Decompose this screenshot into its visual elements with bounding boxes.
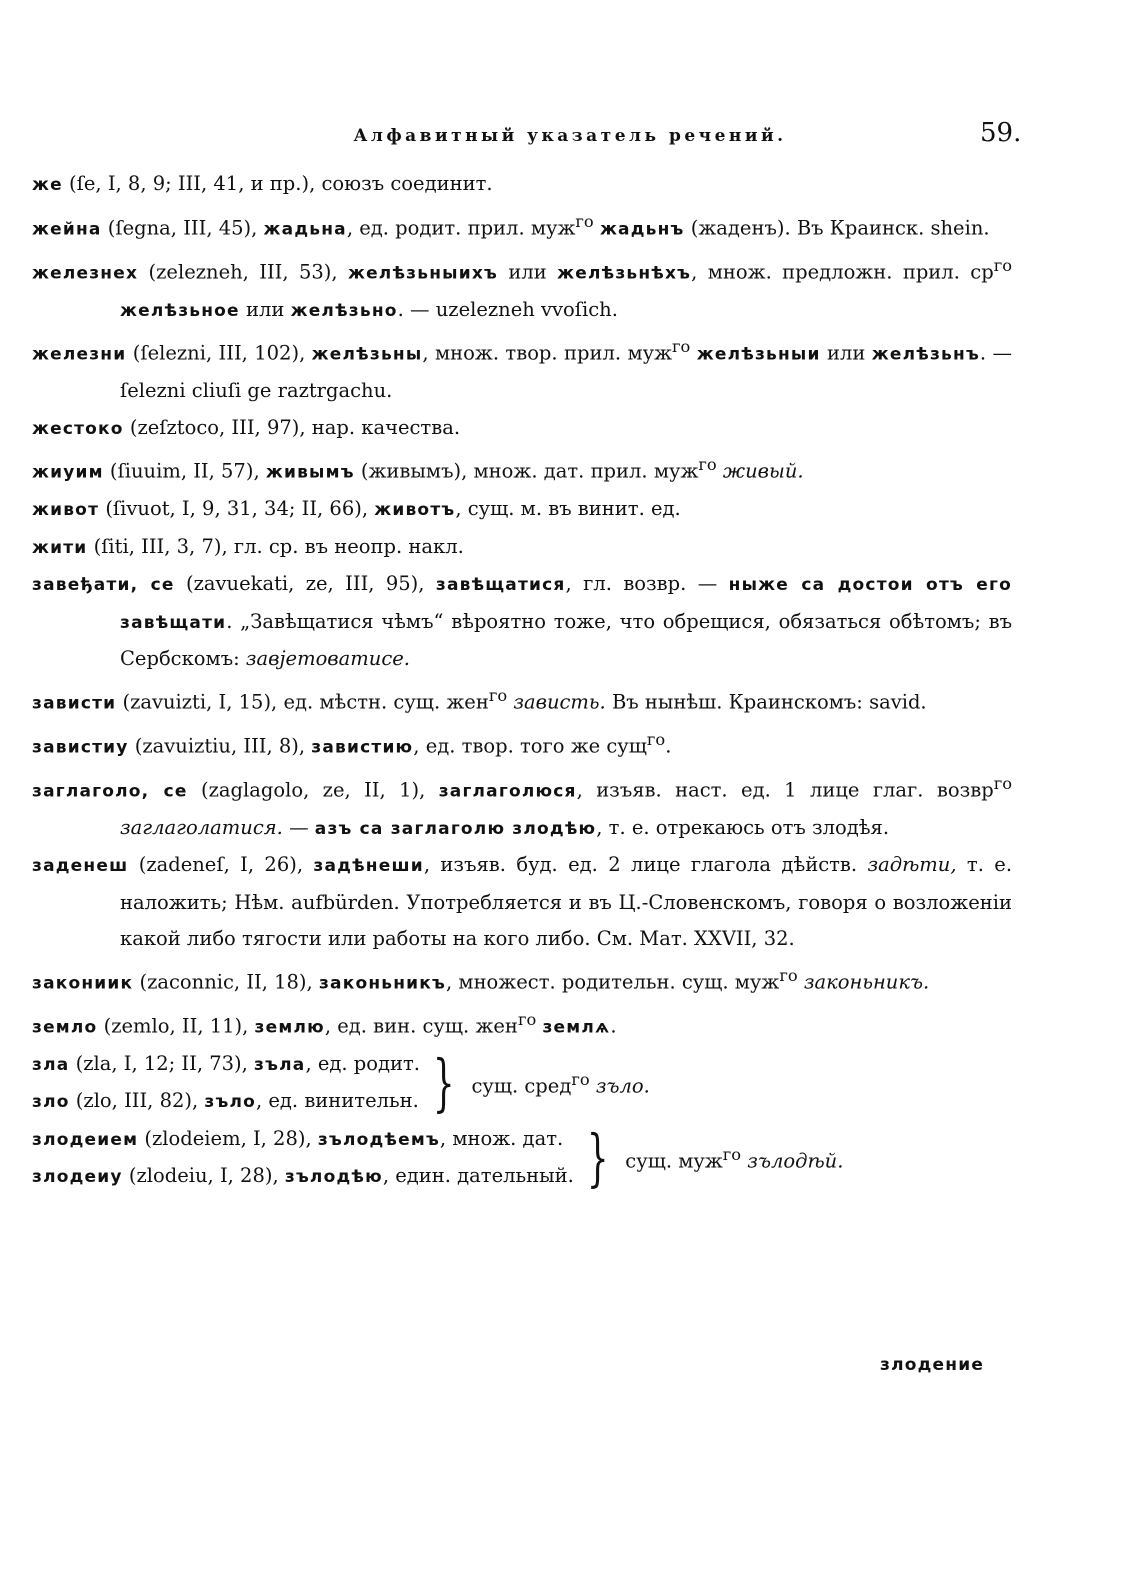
entry-text: т. е. наложить; Нѣм. aufbürden. Употребляется и въ Ц.-Словенскомъ, говоря о возложеніи какой либо тягости или работы на кого либо. См. Мат. XXVII, 32. xyxy=(120,853,1013,950)
entry-text: (zla, I, 12; II, 73), xyxy=(69,1051,255,1075)
dictionary-entry xyxy=(32,491,1012,529)
entry-text: или xyxy=(497,260,558,283)
headword: живот xyxy=(32,500,100,520)
entry-text: (zavuiztiu, III, 8), xyxy=(128,734,312,757)
headword: завеђати, се xyxy=(32,575,175,595)
headword: земло xyxy=(32,1017,98,1037)
superscript: го xyxy=(488,685,508,705)
italic-gloss: зъло. xyxy=(589,1074,650,1097)
entry-text: . — uzelezneh vvoſich. xyxy=(397,297,618,321)
headword-form: желѣзьнѣхъ xyxy=(557,263,692,283)
entry-text: , ед. вин. сущ. жен xyxy=(324,1014,518,1037)
headword: закониик xyxy=(32,973,134,993)
headword-form: заглаголюся xyxy=(438,781,577,801)
superscript: го xyxy=(571,1069,590,1089)
entry-text: , ед. родит. xyxy=(305,1051,420,1075)
entry-text: . xyxy=(610,1014,617,1037)
headword: жейна xyxy=(32,219,102,239)
italic-gloss: задѣти, xyxy=(867,853,957,876)
entry-text: (zlo, III, 82), xyxy=(69,1089,205,1112)
headword: злодеиу xyxy=(32,1167,123,1187)
dictionary-entry xyxy=(32,204,1012,248)
dictionary-entries xyxy=(32,166,1012,1196)
headword: железнех xyxy=(32,263,139,283)
entry-text: , сущ. м. въ винит. ед. xyxy=(455,497,681,520)
italic-gloss: зависть. xyxy=(507,690,606,713)
headword-form: желѣзьны xyxy=(311,344,423,365)
entry-text: — xyxy=(282,815,315,839)
headword-form: завѣщатися xyxy=(435,575,566,595)
dictionary-entry xyxy=(32,958,1012,1002)
dictionary-entry xyxy=(32,678,1012,722)
superscript: го xyxy=(722,1144,742,1164)
headword: зла xyxy=(32,1054,70,1075)
group-note-text: сущ. сред xyxy=(471,1074,572,1097)
dictionary-entry xyxy=(32,166,1012,204)
dictionary-entry xyxy=(32,447,1012,491)
headword-form: законьникъ xyxy=(318,973,446,993)
headword: же xyxy=(32,175,63,195)
entry-text: , изъяв. буд. ед. 2 лице глагола дѣйств. xyxy=(423,853,868,876)
headword-form: задѣнеши xyxy=(313,856,424,876)
headword-form: ныже са достои отъ его завѣщати xyxy=(120,575,1012,633)
entry-text: (zeſztoco, III, 97), нар. качества. xyxy=(123,415,461,439)
entry-text: (zelezneh, III, 53), xyxy=(138,260,348,283)
group-lines xyxy=(32,1121,574,1196)
headword-form: живымъ xyxy=(265,462,355,483)
dictionary-entry xyxy=(32,1083,420,1121)
curly-brace: } xyxy=(432,1046,455,1119)
entry-text: , множ. дат. xyxy=(439,1126,564,1150)
entry-text: . — ſelezni cliuſi ge raztrgachu. xyxy=(120,341,1013,402)
italic-gloss: зълодѣй. xyxy=(741,1149,844,1172)
entry-text: (живымъ), множ. дат. прил. муж xyxy=(354,459,699,483)
dictionary-entry xyxy=(32,410,1012,448)
entry-text: (ſiuuim, II, 57), xyxy=(103,459,266,483)
entry-text: , изъяв. наст. ед. 1 лице глаг. возвр xyxy=(576,778,994,801)
bracketed-entry-group xyxy=(32,1121,1012,1196)
running-title: Алфавитный указатель речений. xyxy=(353,126,787,146)
dictionary-entry xyxy=(32,1046,420,1084)
entry-text: или xyxy=(239,297,291,321)
entry-text: , един. дательный. xyxy=(382,1164,574,1187)
entry-text: , ед. твор. того же сущ xyxy=(413,734,647,757)
superscript: го xyxy=(779,965,798,985)
entry-text: (жаденъ). Въ Краинск. shein. xyxy=(684,216,990,239)
entry-text: . „Завѣщатися чѣмъ“ вѣроятно тоже, что обрещися, обязаться обѣтомъ; въ Сербскомъ: xyxy=(120,609,1012,670)
entry-text: (zlodeiem, I, 28), xyxy=(138,1126,318,1150)
entry-text: (ſe, I, 8, 9; III, 41, и пр.), союзъ соединит. xyxy=(62,172,493,195)
headword-form: зъла xyxy=(254,1054,306,1075)
headword-form: азъ са заглаголю злодѣю xyxy=(314,818,597,839)
headword-form: землю xyxy=(254,1017,325,1037)
superscript: го xyxy=(672,337,691,356)
dictionary-entry xyxy=(32,722,1012,766)
entry-text: (zavuekati, ze, III, 95), xyxy=(174,572,436,595)
entry-text: , ед. винительн. xyxy=(255,1089,419,1112)
headword: жестоко xyxy=(32,418,124,439)
dictionary-entry xyxy=(32,248,1012,330)
italic-gloss: законьникъ. xyxy=(797,970,930,993)
entry-text: , множ. твор. прил. муж xyxy=(422,341,673,365)
superscript: го xyxy=(646,729,666,749)
entry-text: (zemlo, II, 11), xyxy=(97,1014,255,1037)
dictionary-entry xyxy=(32,1002,1012,1046)
headword-form: жадьна xyxy=(263,219,347,239)
superscript: го xyxy=(993,773,1012,793)
dictionary-entry xyxy=(32,566,1012,678)
headword: железни xyxy=(32,344,127,365)
headword: жити xyxy=(32,537,88,558)
dictionary-entry xyxy=(32,1158,574,1196)
entry-text: (zaconnic, II, 18), xyxy=(133,970,319,993)
entry-text: , т. е. отрекаюсь отъ злодѣя. xyxy=(596,815,890,839)
entry-text: (zlodeiu, I, 28), xyxy=(122,1164,285,1187)
entry-text: (zadeneſ, I, 26), xyxy=(128,853,314,876)
italic-gloss: живый. xyxy=(716,459,804,483)
entry-text: , множест. родительн. сущ. муж xyxy=(446,970,780,993)
dictionary-entry xyxy=(32,766,1012,848)
headword-form: жадьнъ xyxy=(599,219,685,239)
headword-form: землѧ xyxy=(542,1017,611,1037)
headword-form: желѣзьныи xyxy=(696,344,821,365)
superscript: го xyxy=(698,455,717,474)
headword: заглаголо, се xyxy=(32,781,188,801)
entry-text: (ſiti, III, 3, 7), гл. ср. въ неопр. накл. xyxy=(87,534,464,558)
entry-text: Въ нынѣш. Краинскомъ: savid. xyxy=(605,690,927,713)
entry-text: , гл. возвр. — xyxy=(565,572,729,595)
entry-text: , ед. родит. прил. муж xyxy=(346,216,576,239)
entry-text: или xyxy=(820,341,872,365)
group-note-text: сущ. муж xyxy=(625,1149,723,1172)
group-lines xyxy=(32,1046,420,1121)
dictionary-entry xyxy=(32,847,1012,958)
entry-text: (zaglagolo, ze, II, 1), xyxy=(187,778,439,801)
bracketed-entry-group xyxy=(32,1046,1012,1121)
entry-text: (ſegna, III, 45), xyxy=(101,216,264,239)
curly-brace: } xyxy=(586,1121,609,1194)
entry-text: . xyxy=(665,734,672,757)
group-note xyxy=(471,1062,649,1105)
entry-text: , множ. предложн. прил. ср xyxy=(691,260,994,283)
headword-form: желѣзьное xyxy=(120,300,240,321)
dictionary-entry xyxy=(32,529,1012,567)
headword: злодеием xyxy=(32,1129,139,1150)
italic-gloss: заглаголатися. xyxy=(120,815,283,839)
headword-form: желѣзьныихъ xyxy=(347,263,498,283)
headword-form: завистию xyxy=(311,737,414,757)
entry-text: (ſivuot, I, 9, 31, 34; II, 66), xyxy=(99,497,375,520)
italic-gloss: завјетоватисе. xyxy=(245,647,410,670)
headword-form: желѣзьнъ xyxy=(871,344,980,365)
headword-form: желѣзьно xyxy=(290,300,398,321)
headword: зависти xyxy=(32,693,117,713)
superscript: го xyxy=(517,1009,537,1029)
superscript: го xyxy=(575,211,594,231)
catchword: злодение xyxy=(880,1355,985,1375)
page-number: 59. xyxy=(980,118,1022,148)
dictionary-entry xyxy=(32,1121,574,1159)
headword-form: животъ xyxy=(374,500,456,520)
headword-form: зъло xyxy=(204,1092,256,1112)
headword-form: зълодѣемъ xyxy=(317,1129,440,1150)
dictionary-entry xyxy=(32,329,1012,410)
headword-form: зълодѣю xyxy=(284,1167,383,1187)
entry-text: (zavuizti, I, 15), ед. мѣстн. сущ. жен xyxy=(116,690,489,713)
group-note xyxy=(625,1137,843,1180)
headword: заденеш xyxy=(32,856,129,876)
superscript: го xyxy=(993,255,1012,275)
entry-text: (ſelezni, III, 102), xyxy=(126,341,312,365)
headword: жиуим xyxy=(32,462,104,483)
headword: завистиу xyxy=(32,737,129,757)
headword: зло xyxy=(32,1092,70,1112)
